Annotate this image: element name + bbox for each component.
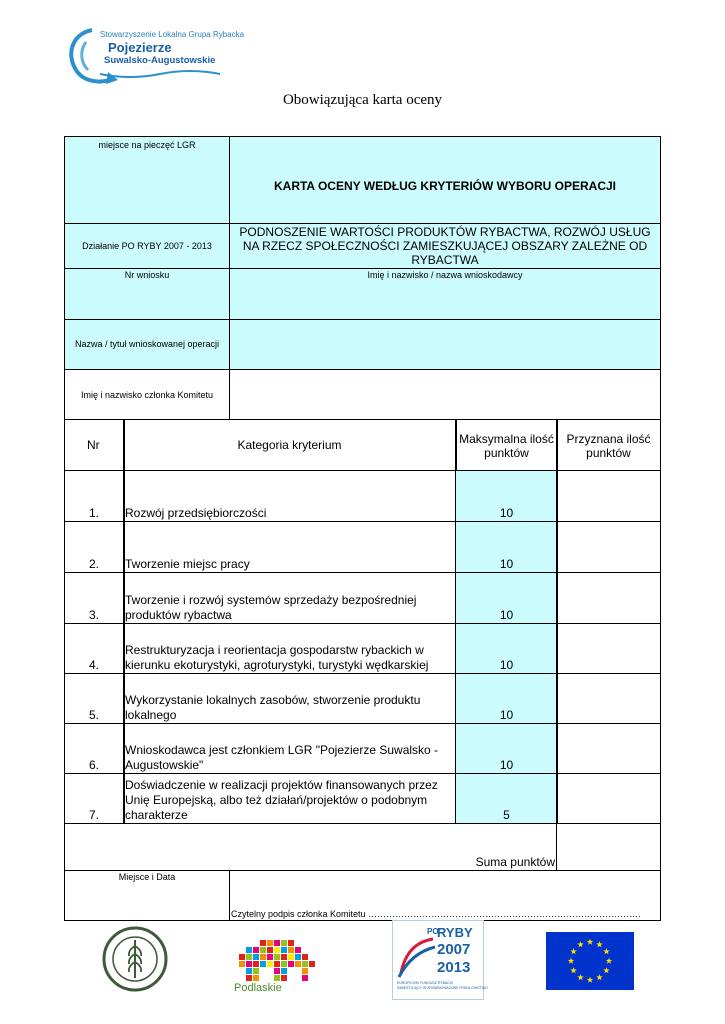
row-max-points [455,773,558,824]
row-category [123,572,457,624]
logo-line2: Pojezierze [108,40,172,55]
eu-stars-icon [546,932,634,990]
eu-star [570,967,576,973]
row-granted-points-input[interactable] [556,470,661,522]
row-max-value: 10 [499,557,514,571]
row-category [123,723,457,774]
row-nr-label: 4. [89,658,100,672]
poryby-ryby: RYBY [437,925,473,940]
card-title: KARTA OCENY WEDŁUG KRYTERIÓW WYBORU OPERACJI [273,179,616,193]
document-title: Obowiązująca karta oceny [282,92,443,108]
committee-member-input[interactable] [229,369,661,420]
row-max-value: 10 [499,658,514,672]
eu-star [587,939,593,945]
poryby-logo [392,920,488,1000]
row-category-line: Augustowskie" [125,758,204,772]
row-granted-points-input[interactable] [556,623,661,674]
row-category-line: Wykorzystanie lokalnych zasobów, stworzenie produktu [125,693,421,707]
row-granted-points-input[interactable] [556,723,661,774]
row-category [123,673,457,724]
poryby-po: PO [427,927,439,936]
row-category-line: produktów rybactwa [125,608,232,622]
row-category-line: Doświadczenie w realizacji projektów finansowanych przez [125,778,438,792]
row-category [123,521,457,573]
row-category-line: lokalnego [125,708,177,722]
row-category-line: Rozwój przedsiębiorczości [125,506,267,520]
row-max-points [455,470,558,522]
app-number-cell[interactable] [64,268,230,320]
row-category [123,623,457,674]
row-nr-label: 7. [89,808,100,822]
signature-cell[interactable] [229,870,661,921]
header-nr [64,419,125,471]
row-category-line: Tworzenie miejsc pracy [125,557,250,571]
row-category [123,470,457,522]
row-nr [64,623,125,674]
row-category-line: Tworzenie i rozwój systemów sprzedaży bezpośredniej [125,593,417,607]
logo-line1: Stowarzyszenie Lokalna Grupa Rybacka [100,30,245,39]
eu-star [587,977,593,983]
poryby-year-start: 2007 [437,941,471,958]
eu-star [577,974,583,980]
row-max-value: 10 [499,758,514,772]
row-max-points [455,572,558,624]
row-nr [64,773,125,824]
poryby-year-end: 2013 [437,959,471,976]
header-max-line1: Maksymalna ilość [459,432,554,446]
row-max-points [455,521,558,573]
header-granted-line2: punktów [586,446,631,460]
row-max-points [455,673,558,724]
eu-star [603,967,609,973]
operation-input[interactable] [229,319,661,370]
logo-line3: Suwalsko-Augustowskie [104,55,216,66]
row-category-line: Wnioskodawca jest członkiem LGR "Pojezierze Suwalsko - [125,743,439,757]
row-granted-points-input[interactable] [556,773,661,824]
header-category [123,419,457,471]
row-nr [64,572,125,624]
eu-star [577,941,583,947]
sum-label: Suma punktów [475,855,555,869]
action-label-cell [64,223,230,269]
row-nr-label: 5. [89,708,100,722]
row-max-points [455,623,558,674]
place-date-cell[interactable] [64,870,230,921]
header-granted [556,419,661,471]
card-title-cell [229,136,661,224]
row-granted-points-input[interactable] [556,521,661,573]
eu-star [603,948,609,954]
header-granted-line1: Przyznana ilość [566,432,651,446]
header-max [455,419,558,471]
row-nr-label: 6. [89,758,100,772]
row-granted-points-input[interactable] [556,572,661,624]
podlaskie-logo [226,936,326,1000]
row-category-line: Unię Europejską, albo też działań/projektów o podobnym [125,793,428,807]
place-date-label: Miejsce i Data [118,872,176,882]
ministry-seal-icon [102,926,168,992]
action-value-cell [229,223,661,269]
committee-member-label: Imię i nazwisko członka Komitetu [80,390,214,400]
operation-label-cell [64,319,230,370]
row-max-value: 5 [503,808,510,822]
app-number-label: Nr wniosku [124,270,170,280]
committee-member-label-cell [64,369,230,420]
action-label: Działanie PO RYBY 2007 - 2013 [82,241,212,251]
row-nr [64,673,125,724]
sum-granted-input[interactable] [556,823,661,871]
row-category-line: Restrukturyzacja i reorientacja gospodarstw rybackich w [125,643,424,657]
applicant-label: Imię i nazwisko / nazwa wnioskodawcy [367,270,523,280]
row-granted-points-input[interactable] [556,673,661,724]
operation-label: Nazwa / tytuł wnioskowanej operacji [74,339,220,349]
stamp-label: miejsce na pieczęć LGR [98,140,196,150]
eu-star [606,958,612,964]
sum-row [64,823,557,871]
header-max-line2: punktów [484,446,529,460]
action-value-line3: RYBACTWA [411,253,479,267]
action-value-line1: PODNOSZENIE WARTOŚCI PRODUKTÓW RYBACTWA, ROZWÓJ USŁUG [239,225,651,239]
row-category-line: kierunku ekoturystyki, agroturystyki, turystyki wędkarskiej [125,658,429,672]
podlaskie-label: Podlaskie [234,982,282,994]
eu-star [568,958,574,964]
applicant-cell[interactable] [229,268,661,320]
header-category-label: Kategoria kryterium [237,438,342,452]
row-category [123,773,457,824]
eu-star [596,941,602,947]
header-nr-label: Nr [87,438,100,452]
row-max-value: 10 [499,708,514,722]
lgr-logo [62,24,245,86]
stamp-cell[interactable] [64,136,230,224]
row-nr [64,723,125,774]
poryby-caption-line2: INWESTUJĄCY W ZRÓWNOWAŻONE RYBOŁÓWSTWO [397,986,488,990]
row-nr [64,521,125,573]
row-max-value: 10 [499,506,514,520]
row-nr-label: 2. [89,557,100,571]
eu-star [596,974,602,980]
poryby-swoosh-icon [397,933,437,981]
action-value-line2: NA RZECZ SPOŁECZNOŚCI ZAMIESZKUJĄCEJ OBSZARY ZALEŻNE OD [242,239,648,253]
bison-mosaic-icon [226,936,326,984]
eu-flag [546,932,634,990]
row-category-line: charakterze [125,808,188,822]
row-nr [64,470,125,522]
eu-star [570,948,576,954]
row-nr-label: 1. [89,506,100,520]
row-max-value: 10 [499,608,514,622]
logo-wave-icon [100,70,220,80]
row-max-points [455,723,558,774]
poryby-caption-line1: EUROPEJSKI FUNDUSZ RYBACKI [397,981,454,985]
signature-label: Czytelny podpis członka Komitetu ………………………………………………………………………………. [231,909,641,919]
ministry-logo [102,926,168,992]
row-nr-label: 3. [89,608,100,622]
